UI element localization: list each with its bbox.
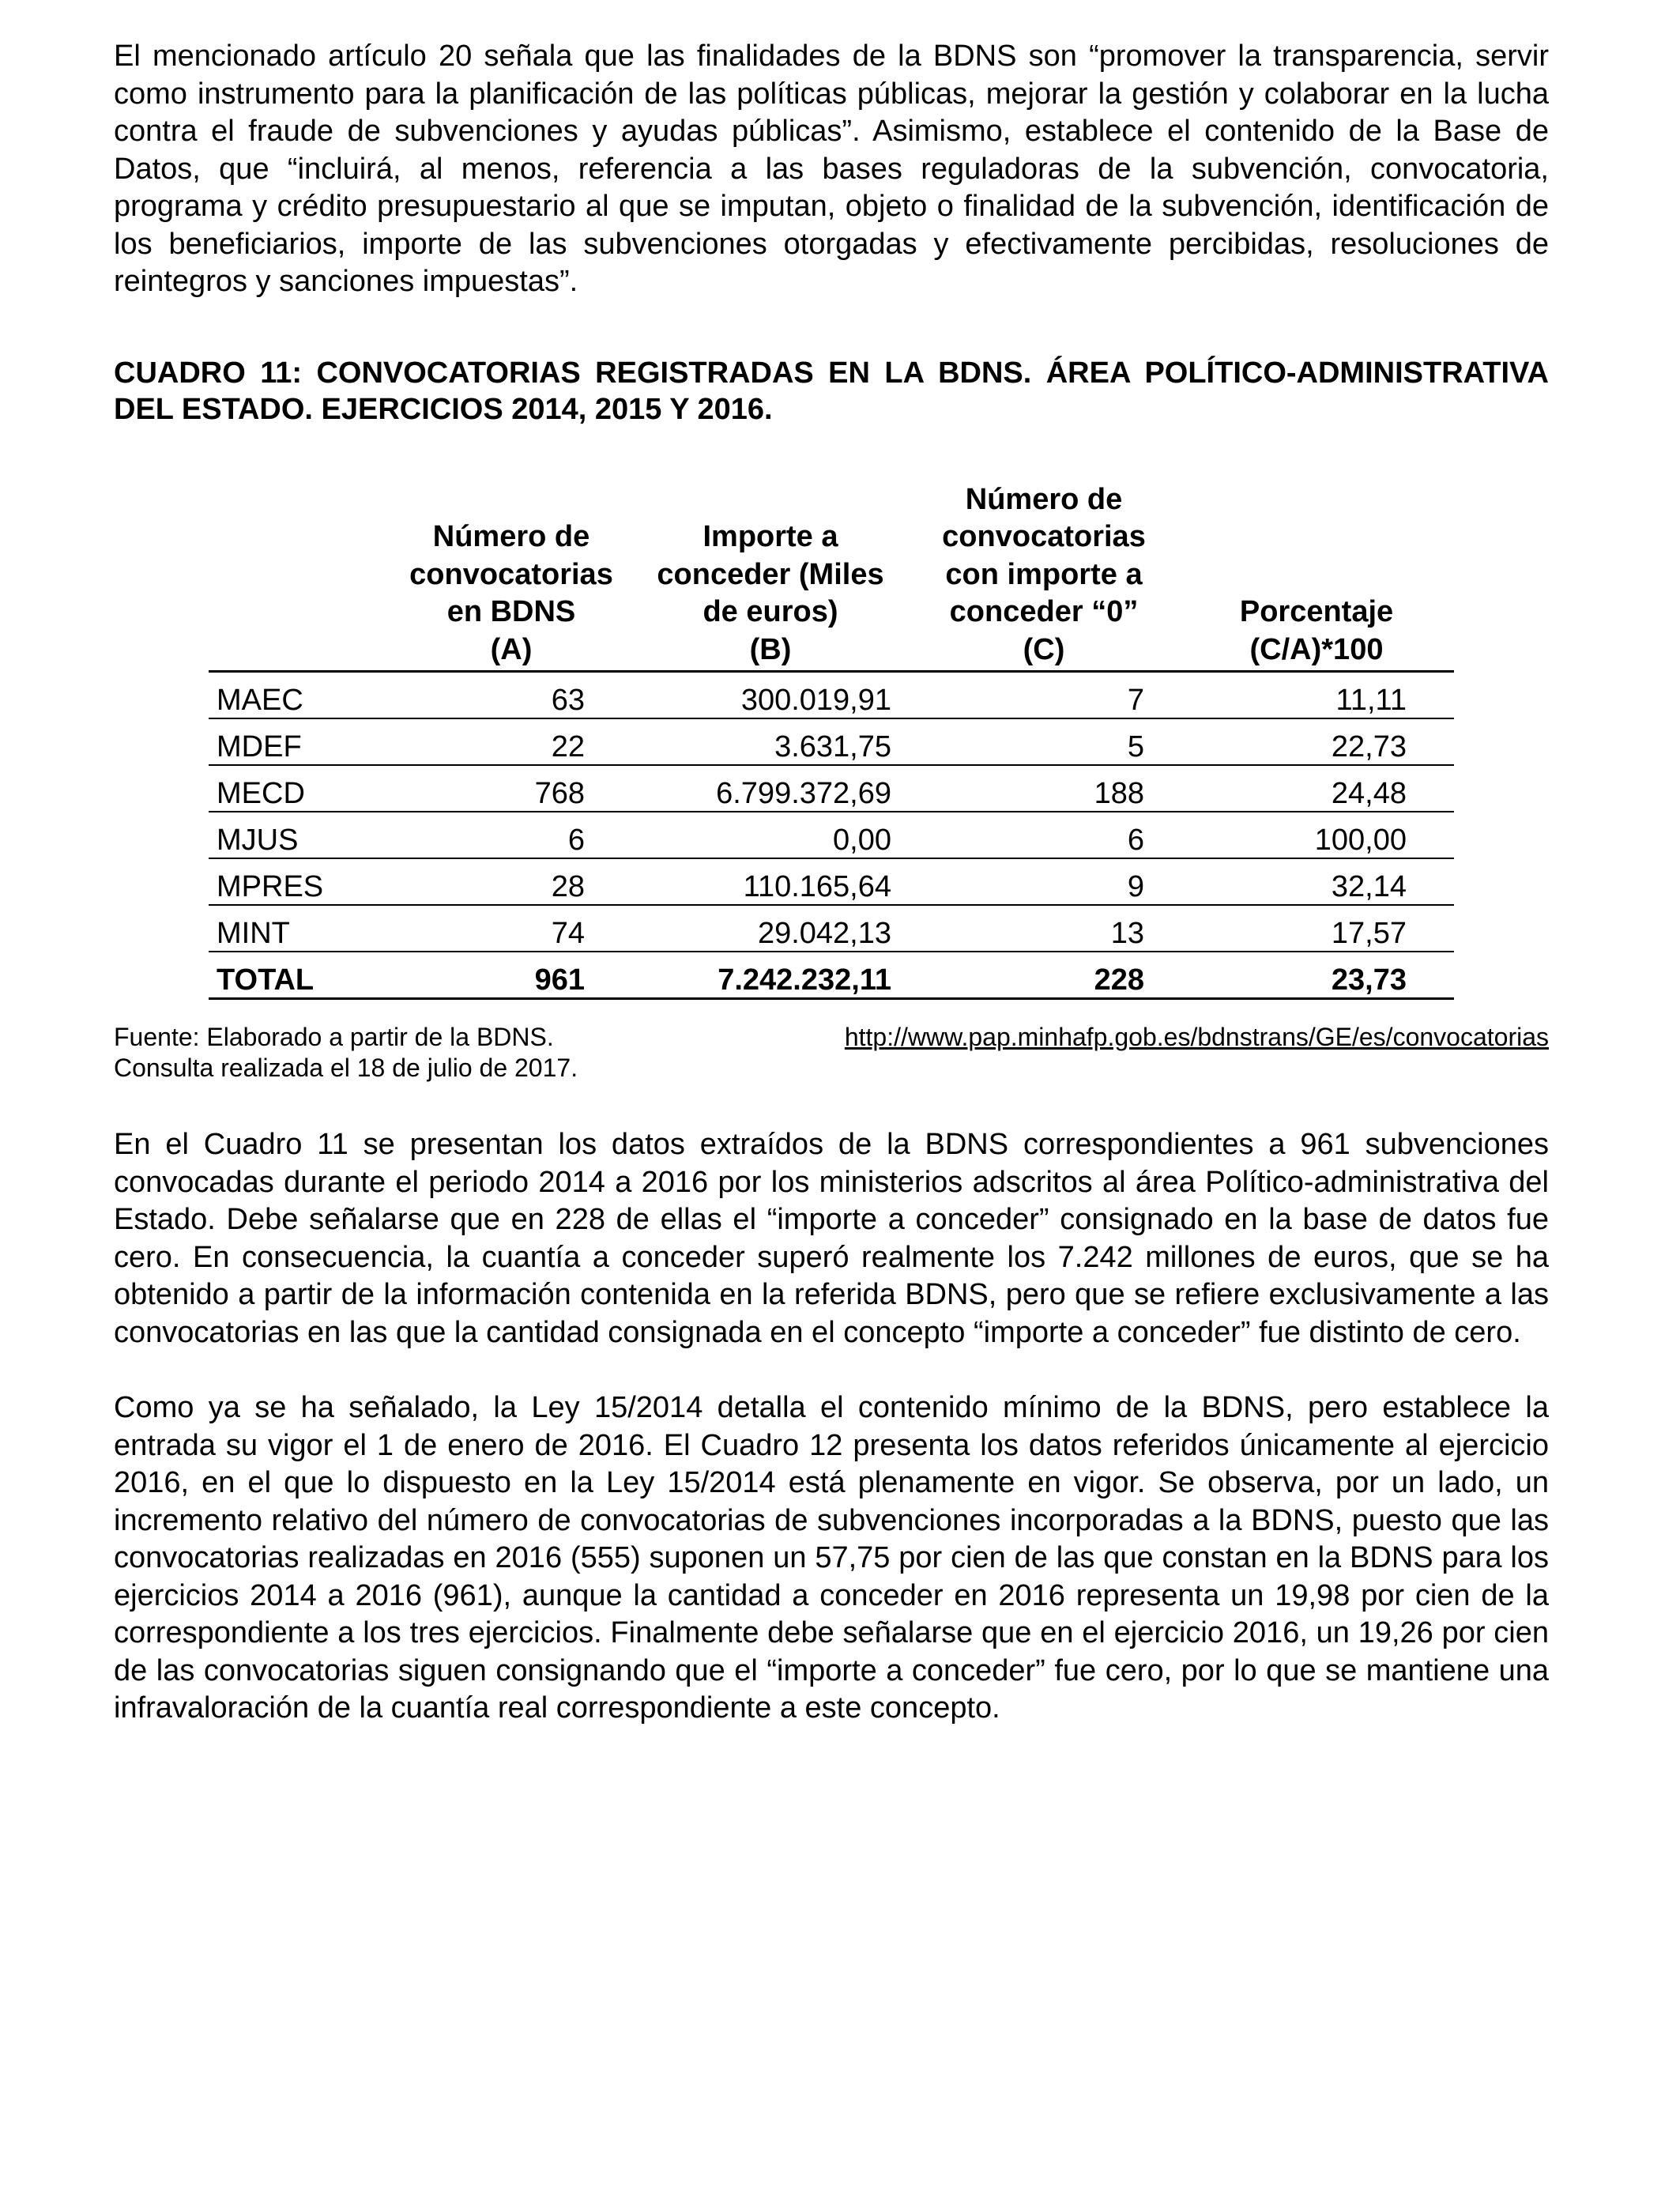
table-total-row	[209, 952, 1454, 999]
cell-b: 29.042,13	[632, 905, 909, 952]
cell-a: 63	[390, 672, 632, 719]
cell-a: 768	[390, 765, 632, 812]
intro-paragraph: El mencionado artículo 20 señala que las finalidades de la BDNS son “promover la transparencia, servir como instrumento para la planificación de las políticas públicas, mejorar la gestión y colaborar en la lucha contra el fraude de subvenciones y ayudas públicas”. Asimismo, establece el contenido de la Base de Datos, que “incluirá, al menos, referencia a las bases reguladoras de la subvención, convocatoria, programa y crédito presupuestario al que se imputan, objeto o finalidad de la subvención, identificación de los beneficiarios, importe de las subvenciones otorgadas y efectivamente percibidas, resoluciones de reintegros y sanciones impuestas”.	[114, 40, 1549, 298]
cell-c: 13	[909, 905, 1179, 952]
cell-d: 32,14	[1179, 858, 1454, 905]
cell-c: 7	[909, 672, 1179, 719]
cell-a: 6	[390, 812, 632, 858]
document-page	[114, 38, 1549, 1728]
convocatorias-table	[209, 481, 1454, 1001]
source-consult-date: Consulta realizada el 18 de julio de 2017.	[114, 1054, 578, 1082]
cell-b: 0,00	[632, 812, 909, 858]
total-label: TOTAL	[209, 952, 390, 999]
source-prefix: Fuente: Elaborado a partir de la BDNS.	[114, 1023, 554, 1051]
cell-d: 100,00	[1179, 812, 1454, 858]
header-col-c: Número de convocatorias con importe a conceder “0” (C)	[909, 481, 1179, 672]
row-name: MPRES	[209, 858, 390, 905]
header-col-a: Número de convocatorias en BDNS (A)	[390, 481, 632, 672]
cell-b: 3.631,75	[632, 718, 909, 765]
cell-a: 28	[390, 858, 632, 905]
table-row	[209, 672, 1454, 719]
cell-c: 5	[909, 718, 1179, 765]
header-col-d: Porcentaje (C/A)*100	[1179, 481, 1454, 672]
table-title: CUADRO 11: CONVOCATORIAS REGISTRADAS EN LA BDNS. ÁREA POLÍTICO-ADMINISTRATIVA DEL ESTADO. EJERCICIOS 2014, 2015 Y 2016.	[114, 356, 1549, 426]
table-row	[209, 905, 1454, 952]
row-name: MDEF	[209, 718, 390, 765]
table-row	[209, 718, 1454, 765]
header-col-b: Importe a conceder (Miles de euros) (B)	[632, 481, 909, 672]
total-c: 228	[909, 952, 1179, 999]
cell-d: 11,11	[1179, 672, 1454, 719]
table-row	[209, 858, 1454, 905]
row-name: MAEC	[209, 672, 390, 719]
cell-b: 6.799.372,69	[632, 765, 909, 812]
source-link[interactable]: http://www.pap.minhafp.gob.es/bdnstrans/GE/es/convocatorias	[844, 1023, 1549, 1051]
table-row	[209, 812, 1454, 858]
cell-c: 9	[909, 858, 1179, 905]
cell-a: 22	[390, 718, 632, 765]
body-paragraph-2: En el Cuadro 11 se presentan los datos extraídos de la BDNS correspondientes a 961 subvenciones convocadas durante el periodo 2014 a 2016 por los ministerios adscritos al área Político-administrativa del Estado. Debe señalarse que en 228 de ellas el “importe a conceder” consignado en la base de datos fue cero. En consecuencia, la cuantía a conceder superó realmente los 7.242 millones de euros, que se ha obtenido a partir de la información contenida en la referida BDNS, pero que se refiere exclusivamente a las convocatorias en las que la cantidad consignada en el concepto “importe a conceder” fue distinto de cero.	[114, 1128, 1549, 1349]
row-name: MECD	[209, 765, 390, 812]
cell-d: 24,48	[1179, 765, 1454, 812]
cell-a: 74	[390, 905, 632, 952]
row-name: MINT	[209, 905, 390, 952]
header-empty	[209, 481, 390, 672]
source-line	[114, 1022, 1549, 1053]
cell-c: 6	[909, 812, 1179, 858]
cell-c: 188	[909, 765, 1179, 812]
total-d: 23,73	[1179, 952, 1454, 999]
body-paragraph-3: Como ya se ha señalado, la Ley 15/2014 detalla el contenido mínimo de la BDNS, pero establece la entrada su vigor el 1 de enero de 2016. El Cuadro 12 presenta los datos referidos únicamente al ejercicio 2016, en el que lo dispuesto en la Ley 15/2014 está plenamente en vigor. Se observa, por un lado, un incremento relativo del número de convocatorias de subvenciones incorporadas a la BDNS, puesto que las convocatorias realizadas en 2016 (555) suponen un 57,75 por cien de las que constan en la BDNS para los ejercicios 2014 a 2016 (961), aunque la cantidad a conceder en 2016 representa un 19,98 por cien de la correspondiente a los tres ejercicios. Finalmente debe señalarse que en el ejercicio 2016, un 19,26 por cien de las convocatorias siguen consignando que el “importe a conceder” fue cero, por lo que se mantiene una infravaloración de la cuantía real correspondiente a este concepto.	[114, 1391, 1549, 1725]
cell-d: 17,57	[1179, 905, 1454, 952]
cell-b: 110.165,64	[632, 858, 909, 905]
table-header-row	[209, 481, 1454, 672]
total-a: 961	[390, 952, 632, 999]
cell-b: 300.019,91	[632, 672, 909, 719]
table-row	[209, 765, 1454, 812]
total-b: 7.242.232,11	[632, 952, 909, 999]
source-note	[114, 1022, 1549, 1084]
cell-d: 22,73	[1179, 718, 1454, 765]
row-name: MJUS	[209, 812, 390, 858]
